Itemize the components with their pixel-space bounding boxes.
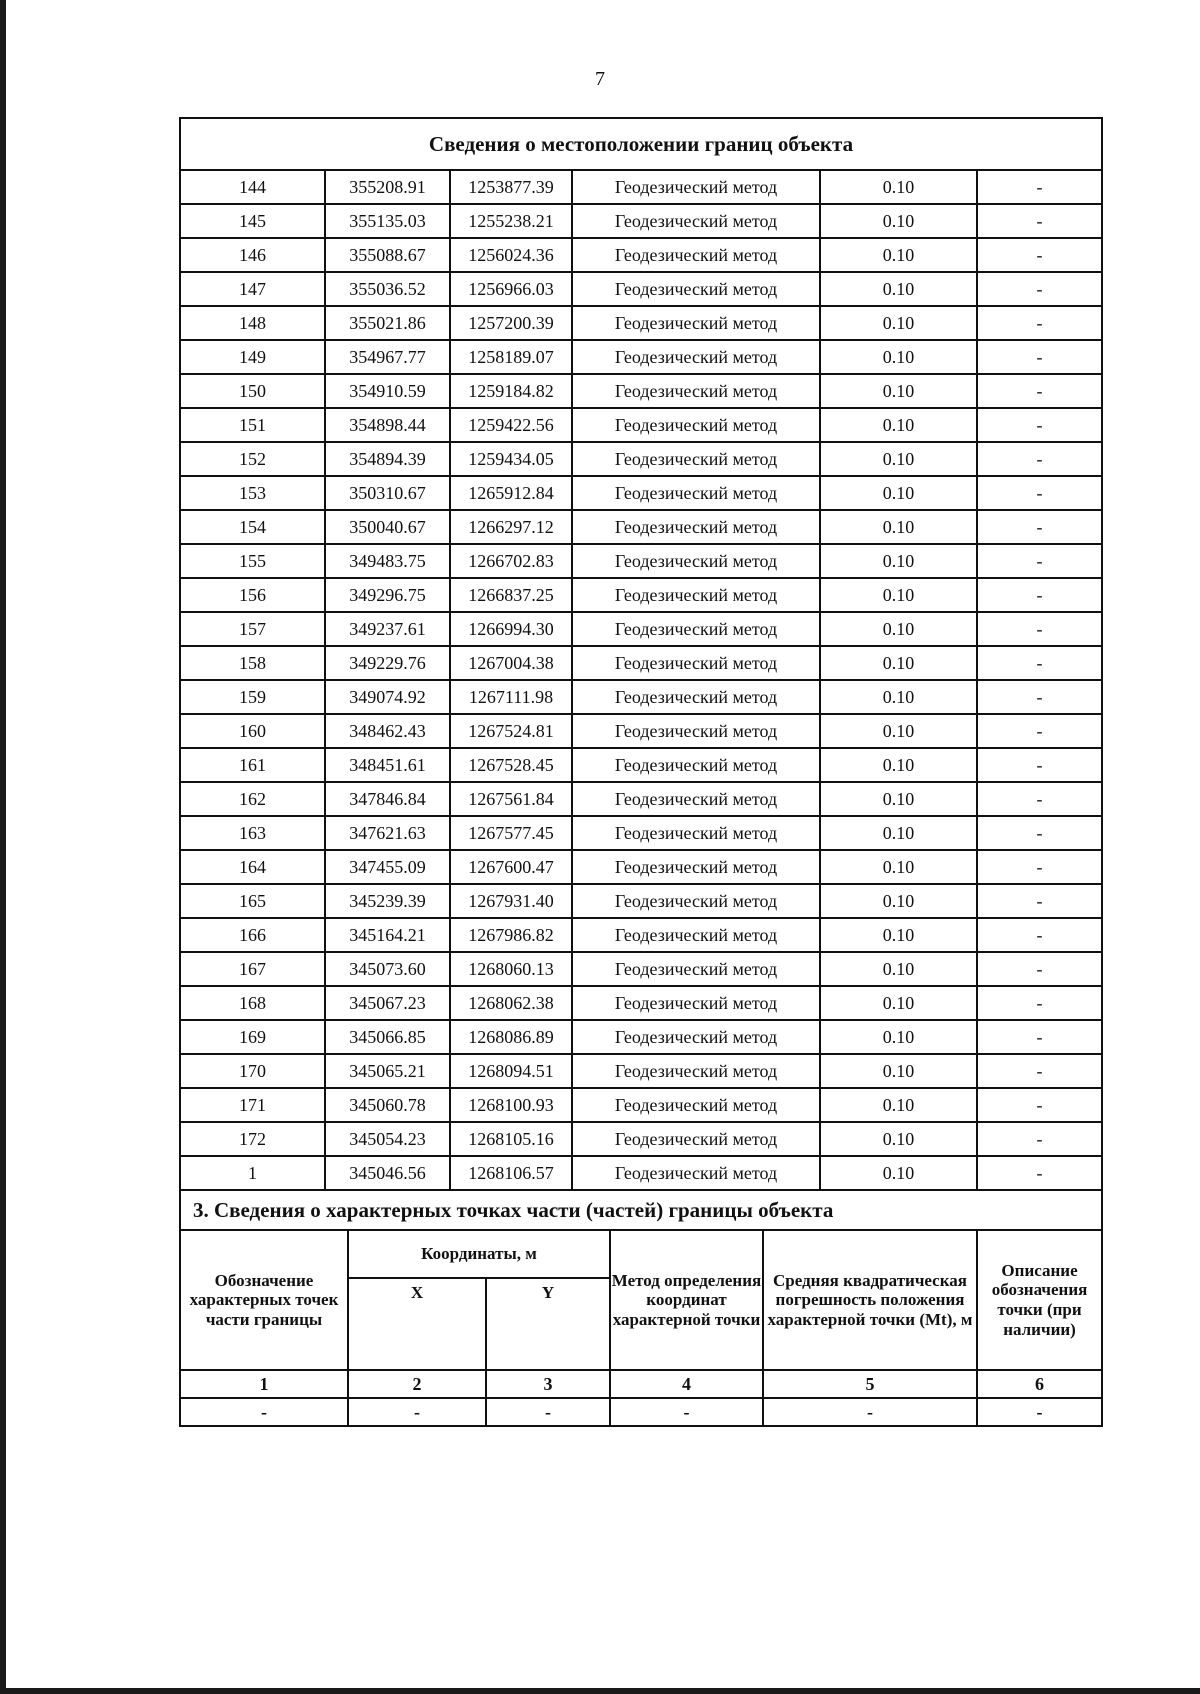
section-title-row — [180, 1190, 1102, 1230]
error-cell: 0.10 — [820, 952, 977, 986]
point-number-cell: 165 — [180, 884, 325, 918]
description-cell: - — [977, 204, 1102, 238]
method-cell: Геодезический метод — [572, 646, 820, 680]
description-cell: - — [977, 952, 1102, 986]
error-cell: 0.10 — [820, 170, 977, 204]
point-number-cell: 161 — [180, 748, 325, 782]
table-row — [180, 1156, 1102, 1190]
x-cell: 345067.23 — [325, 986, 450, 1020]
x-cell: 345054.23 — [325, 1122, 450, 1156]
error-cell: 0.10 — [820, 1156, 977, 1190]
y-cell: 1257200.39 — [450, 306, 572, 340]
method-cell: Геодезический метод — [572, 714, 820, 748]
x-cell: 355208.91 — [325, 170, 450, 204]
table-row — [180, 306, 1102, 340]
error-cell: 0.10 — [820, 442, 977, 476]
point-number-cell: 158 — [180, 646, 325, 680]
method-cell: Геодезический метод — [572, 408, 820, 442]
description-cell: - — [977, 748, 1102, 782]
description-cell: - — [977, 782, 1102, 816]
scan-left-edge — [0, 0, 6, 1694]
point-number-cell: 163 — [180, 816, 325, 850]
x-cell: 345164.21 — [325, 918, 450, 952]
column-number-cell: 3 — [486, 1370, 610, 1398]
point-number-cell: 148 — [180, 306, 325, 340]
table-row — [180, 442, 1102, 476]
point-number-cell: 167 — [180, 952, 325, 986]
point-number-cell: 153 — [180, 476, 325, 510]
description-cell: - — [977, 374, 1102, 408]
table-row — [180, 578, 1102, 612]
error-cell: 0.10 — [820, 204, 977, 238]
description-cell: - — [977, 1156, 1102, 1190]
x-cell: 345073.60 — [325, 952, 450, 986]
table-row — [180, 884, 1102, 918]
x-cell: 355135.03 — [325, 204, 450, 238]
description-cell: - — [977, 714, 1102, 748]
column-number-row — [180, 1370, 1102, 1398]
y-cell: 1267004.38 — [450, 646, 572, 680]
x-cell: 354910.59 — [325, 374, 450, 408]
description-cell: - — [977, 918, 1102, 952]
method-cell: Геодезический метод — [572, 578, 820, 612]
error-cell: 0.10 — [820, 1122, 977, 1156]
y-cell: 1267561.84 — [450, 782, 572, 816]
y-cell: 1268062.38 — [450, 986, 572, 1020]
table-row — [180, 612, 1102, 646]
error-cell: 0.10 — [820, 884, 977, 918]
header-coordinates: Координаты, м — [348, 1230, 610, 1278]
part-points-table — [179, 1189, 1103, 1427]
y-cell: 1267577.45 — [450, 816, 572, 850]
x-cell: 350310.67 — [325, 476, 450, 510]
header-row — [180, 1230, 1102, 1278]
y-cell: 1268105.16 — [450, 1122, 572, 1156]
point-number-cell: 159 — [180, 680, 325, 714]
method-cell: Геодезический метод — [572, 1054, 820, 1088]
point-number-cell: 154 — [180, 510, 325, 544]
x-cell: 345046.56 — [325, 1156, 450, 1190]
error-cell: 0.10 — [820, 340, 977, 374]
y-cell: 1267528.45 — [450, 748, 572, 782]
point-number-cell: 172 — [180, 1122, 325, 1156]
x-cell: 348462.43 — [325, 714, 450, 748]
y-cell: 1259184.82 — [450, 374, 572, 408]
header-method: Метод определения координат характерной точки — [610, 1230, 763, 1370]
method-cell: Геодезический метод — [572, 612, 820, 646]
boundary-table — [179, 117, 1103, 1191]
description-cell: - — [977, 442, 1102, 476]
method-cell: Геодезический метод — [572, 1122, 820, 1156]
boundary-table-title: Сведения о местоположении границ объекта — [180, 118, 1102, 170]
table-row — [180, 1088, 1102, 1122]
empty-value-cell: - — [180, 1398, 348, 1426]
x-cell: 354967.77 — [325, 340, 450, 374]
description-cell: - — [977, 306, 1102, 340]
table-row — [180, 850, 1102, 884]
method-cell: Геодезический метод — [572, 952, 820, 986]
table-row — [180, 340, 1102, 374]
error-cell: 0.10 — [820, 374, 977, 408]
description-cell: - — [977, 340, 1102, 374]
table-row — [180, 1054, 1102, 1088]
point-number-cell: 146 — [180, 238, 325, 272]
table-row — [180, 408, 1102, 442]
point-number-cell: 168 — [180, 986, 325, 1020]
table-row — [180, 204, 1102, 238]
boundary-table-title-row — [180, 118, 1102, 170]
error-cell: 0.10 — [820, 1088, 977, 1122]
y-cell: 1256966.03 — [450, 272, 572, 306]
y-cell: 1259422.56 — [450, 408, 572, 442]
y-cell: 1266994.30 — [450, 612, 572, 646]
error-cell: 0.10 — [820, 510, 977, 544]
y-cell: 1268106.57 — [450, 1156, 572, 1190]
method-cell: Геодезический метод — [572, 1020, 820, 1054]
x-cell: 355021.86 — [325, 306, 450, 340]
description-cell: - — [977, 1054, 1102, 1088]
point-number-cell: 155 — [180, 544, 325, 578]
error-cell: 0.10 — [820, 306, 977, 340]
method-cell: Геодезический метод — [572, 986, 820, 1020]
table-row — [180, 918, 1102, 952]
header-designation: Обозначение характерных точек части границы — [180, 1230, 348, 1370]
error-cell: 0.10 — [820, 646, 977, 680]
empty-value-cell: - — [763, 1398, 977, 1426]
table-row — [180, 1398, 1102, 1426]
table-row — [180, 476, 1102, 510]
point-number-cell: 152 — [180, 442, 325, 476]
header-x: X — [348, 1278, 486, 1370]
table-row — [180, 680, 1102, 714]
error-cell: 0.10 — [820, 544, 977, 578]
x-cell: 349483.75 — [325, 544, 450, 578]
table-row — [180, 782, 1102, 816]
table-row — [180, 714, 1102, 748]
column-number-cell: 5 — [763, 1370, 977, 1398]
method-cell: Геодезический метод — [572, 204, 820, 238]
page-number: 7 — [595, 68, 605, 90]
description-cell: - — [977, 238, 1102, 272]
method-cell: Геодезический метод — [572, 782, 820, 816]
y-cell: 1265912.84 — [450, 476, 572, 510]
x-cell: 354898.44 — [325, 408, 450, 442]
empty-value-cell: - — [486, 1398, 610, 1426]
y-cell: 1266297.12 — [450, 510, 572, 544]
method-cell: Геодезический метод — [572, 476, 820, 510]
method-cell: Геодезический метод — [572, 748, 820, 782]
point-number-cell: 162 — [180, 782, 325, 816]
table-row — [180, 1020, 1102, 1054]
column-number-cell: 4 — [610, 1370, 763, 1398]
point-number-cell: 157 — [180, 612, 325, 646]
y-cell: 1267111.98 — [450, 680, 572, 714]
method-cell: Геодезический метод — [572, 680, 820, 714]
point-number-cell: 160 — [180, 714, 325, 748]
y-cell: 1268100.93 — [450, 1088, 572, 1122]
method-cell: Геодезический метод — [572, 816, 820, 850]
method-cell: Геодезический метод — [572, 442, 820, 476]
description-cell: - — [977, 850, 1102, 884]
error-cell: 0.10 — [820, 238, 977, 272]
description-cell: - — [977, 612, 1102, 646]
description-cell: - — [977, 646, 1102, 680]
x-cell: 355088.67 — [325, 238, 450, 272]
method-cell: Геодезический метод — [572, 1156, 820, 1190]
y-cell: 1266702.83 — [450, 544, 572, 578]
error-cell: 0.10 — [820, 850, 977, 884]
column-number-cell: 6 — [977, 1370, 1102, 1398]
y-cell: 1268094.51 — [450, 1054, 572, 1088]
description-cell: - — [977, 272, 1102, 306]
method-cell: Геодезический метод — [572, 1088, 820, 1122]
point-number-cell: 166 — [180, 918, 325, 952]
y-cell: 1259434.05 — [450, 442, 572, 476]
description-cell: - — [977, 578, 1102, 612]
description-cell: - — [977, 544, 1102, 578]
error-cell: 0.10 — [820, 748, 977, 782]
table-row — [180, 748, 1102, 782]
y-cell: 1267986.82 — [450, 918, 572, 952]
table-row — [180, 272, 1102, 306]
method-cell: Геодезический метод — [572, 238, 820, 272]
scan-bottom-edge — [0, 1688, 1200, 1694]
x-cell: 347846.84 — [325, 782, 450, 816]
empty-value-cell: - — [348, 1398, 486, 1426]
method-cell: Геодезический метод — [572, 850, 820, 884]
error-cell: 0.10 — [820, 578, 977, 612]
x-cell: 345065.21 — [325, 1054, 450, 1088]
y-cell: 1258189.07 — [450, 340, 572, 374]
x-cell: 347455.09 — [325, 850, 450, 884]
table-row — [180, 170, 1102, 204]
point-number-cell: 169 — [180, 1020, 325, 1054]
point-number-cell: 156 — [180, 578, 325, 612]
point-number-cell: 144 — [180, 170, 325, 204]
point-number-cell: 147 — [180, 272, 325, 306]
method-cell: Геодезический метод — [572, 918, 820, 952]
description-cell: - — [977, 986, 1102, 1020]
x-cell: 345239.39 — [325, 884, 450, 918]
x-cell: 347621.63 — [325, 816, 450, 850]
y-cell: 1267524.81 — [450, 714, 572, 748]
error-cell: 0.10 — [820, 714, 977, 748]
x-cell: 348451.61 — [325, 748, 450, 782]
table-row — [180, 510, 1102, 544]
error-cell: 0.10 — [820, 918, 977, 952]
table-row — [180, 1122, 1102, 1156]
x-cell: 349229.76 — [325, 646, 450, 680]
point-number-cell: 1 — [180, 1156, 325, 1190]
empty-value-cell: - — [977, 1398, 1102, 1426]
method-cell: Геодезический метод — [572, 306, 820, 340]
method-cell: Геодезический метод — [572, 510, 820, 544]
table-row — [180, 986, 1102, 1020]
description-cell: - — [977, 816, 1102, 850]
error-cell: 0.10 — [820, 408, 977, 442]
error-cell: 0.10 — [820, 612, 977, 646]
point-number-cell: 151 — [180, 408, 325, 442]
table-row — [180, 646, 1102, 680]
x-cell: 349296.75 — [325, 578, 450, 612]
method-cell: Геодезический метод — [572, 170, 820, 204]
point-number-cell: 171 — [180, 1088, 325, 1122]
header-error: Средняя квадратическая погрешность положения характерной точки (Mt), м — [763, 1230, 977, 1370]
point-number-cell: 145 — [180, 204, 325, 238]
y-cell: 1266837.25 — [450, 578, 572, 612]
column-number-cell: 1 — [180, 1370, 348, 1398]
method-cell: Геодезический метод — [572, 374, 820, 408]
description-cell: - — [977, 1088, 1102, 1122]
error-cell: 0.10 — [820, 680, 977, 714]
table-row — [180, 816, 1102, 850]
description-cell: - — [977, 1020, 1102, 1054]
error-cell: 0.10 — [820, 272, 977, 306]
method-cell: Геодезический метод — [572, 544, 820, 578]
point-number-cell: 150 — [180, 374, 325, 408]
point-number-cell: 164 — [180, 850, 325, 884]
x-cell: 355036.52 — [325, 272, 450, 306]
y-cell: 1267931.40 — [450, 884, 572, 918]
table-row — [180, 374, 1102, 408]
header-description: Описание обозначения точки (при наличии) — [977, 1230, 1102, 1370]
column-number-cell: 2 — [348, 1370, 486, 1398]
y-cell: 1256024.36 — [450, 238, 572, 272]
table-row — [180, 544, 1102, 578]
error-cell: 0.10 — [820, 986, 977, 1020]
y-cell: 1253877.39 — [450, 170, 572, 204]
header-y: Y — [486, 1278, 610, 1370]
error-cell: 0.10 — [820, 1020, 977, 1054]
error-cell: 0.10 — [820, 816, 977, 850]
y-cell: 1267600.47 — [450, 850, 572, 884]
section-title: 3. Сведения о характерных точках части (частей) границы объекта — [180, 1190, 1102, 1230]
x-cell: 354894.39 — [325, 442, 450, 476]
description-cell: - — [977, 884, 1102, 918]
table-row — [180, 952, 1102, 986]
table-row — [180, 238, 1102, 272]
method-cell: Геодезический метод — [572, 340, 820, 374]
y-cell: 1268086.89 — [450, 1020, 572, 1054]
description-cell: - — [977, 408, 1102, 442]
y-cell: 1268060.13 — [450, 952, 572, 986]
x-cell: 345060.78 — [325, 1088, 450, 1122]
description-cell: - — [977, 510, 1102, 544]
description-cell: - — [977, 170, 1102, 204]
empty-value-cell: - — [610, 1398, 763, 1426]
x-cell: 349237.61 — [325, 612, 450, 646]
x-cell: 349074.92 — [325, 680, 450, 714]
method-cell: Геодезический метод — [572, 272, 820, 306]
document-sheet — [179, 117, 1101, 1427]
method-cell: Геодезический метод — [572, 884, 820, 918]
point-number-cell: 170 — [180, 1054, 325, 1088]
description-cell: - — [977, 680, 1102, 714]
point-number-cell: 149 — [180, 340, 325, 374]
y-cell: 1255238.21 — [450, 204, 572, 238]
description-cell: - — [977, 476, 1102, 510]
error-cell: 0.10 — [820, 476, 977, 510]
description-cell: - — [977, 1122, 1102, 1156]
error-cell: 0.10 — [820, 782, 977, 816]
x-cell: 345066.85 — [325, 1020, 450, 1054]
x-cell: 350040.67 — [325, 510, 450, 544]
error-cell: 0.10 — [820, 1054, 977, 1088]
